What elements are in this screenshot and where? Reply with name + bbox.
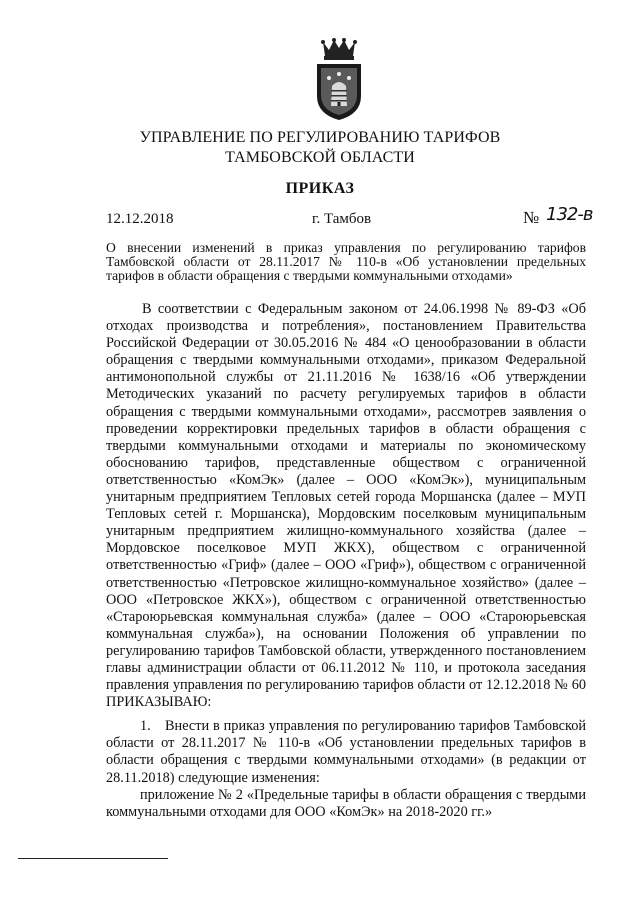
tambov-coat-of-arms-icon (309, 36, 369, 122)
preamble-paragraph: В соответствии с Федеральным законом от 24.06.1998 № 89-ФЗ «Об отходах производства и потребления», постановлением Правительства Российской Федерации от 30.05.2016 № 484 «О ценообразовании в области обращения с твердыми коммунальными отходами», приказом Федеральной антимонопольной службы от 21.11.2016 № 1638/16 «Об утверждении Методических указаний по расчету регулируемых тарифов в области обращения с твердыми коммунальными отходами», рассмотрев заявления о проведении корректировки предельных тарифов в области обращения с твердыми коммунальными отходами и материалы по экономическому обоснованию тарифов, представленные обществом с ограниченной ответственностью «КомЭк» (далее – ООО «КомЭк»), муниципальным унитарным предприятием Тепловых сетей города Моршанска (далее – МУП Тепловых сетей г. Моршанска), Мордовским поселковым муниципальным унитарным предприятием жилищно-коммунального хозяйства (далее – Мордовское поселковое МУП ЖКХ), обществом с ограниченной ответственностью «Гриф» (далее – ООО «Гриф»), обществом с ограниченной ответственностью «Петровское жилищно-коммунальное хозяйство» (далее – ООО «Петровское ЖКХ»), обществом с ограниченной ответственностью «Староюрьевская коммунальная служба» (далее – ООО «Староюрьевская коммунальная служба»), на основании Положения об управлении по регулированию тарифов Тамбовской области, утвержденного постановлением главы администрации области от 06.11.2012 № 110, и протокола заседания правления управления по регулированию тарифов области от 12.12.2018 № 60 ПРИКАЗЫВАЮ: (106, 301, 586, 711)
order-date: 12.12.2018 (106, 211, 174, 227)
order-subject (106, 241, 586, 282)
organization-name-line2: ТАМБОВСКОЙ ОБЛАСТИ (225, 149, 415, 166)
order-city: г. Тамбов (312, 211, 372, 227)
footer-divider (18, 858, 168, 859)
organization-name-line1: УПРАВЛЕНИЕ ПО РЕГУЛИРОВАНИЮ ТАРИФОВ (139, 129, 501, 146)
subject-line: О внесении изменений в приказ управления по регулированию тарифов (106, 240, 586, 255)
order-number-handwritten: 132-в (546, 204, 593, 225)
order-number-sign: № (523, 208, 540, 227)
subject-line: тарифов в области обращения с твердыми коммунальными отходами» (106, 267, 513, 283)
document-type-title: ПРИКАЗ (285, 180, 355, 197)
order-body (106, 301, 586, 821)
item-1-paragraph: 1. Внести в приказ управления по регулированию тарифов Тамбовской области от 28.11.2017 № 110-в «Об установлении предельных тарифов в области обращения с твердыми коммунальными отходами» (в редакции от 28.11.2018) следующие изменения: (106, 718, 586, 786)
subject-line: Тамбовской области от 28.11.2017 № 110-в «Об установлении предельных (106, 253, 586, 269)
item-1-subparagraph: приложение № 2 «Предельные тарифы в области обращения с твердыми коммунальными отходами для ООО «КомЭк» на 2018-2020 гг.» (106, 786, 586, 820)
